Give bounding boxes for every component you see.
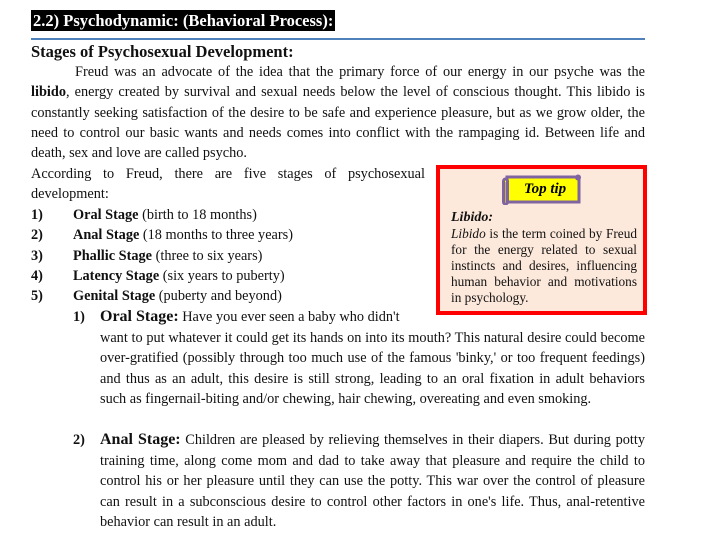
detail-first-line: Have you ever seen a baby who didn't — [178, 309, 400, 325]
section-title: 2.2) Psychodynamic: (Behavioral Process): — [33, 11, 334, 30]
stage-number: 2) — [31, 227, 43, 244]
detail-number: 1) — [73, 309, 85, 325]
stage-range: (birth to 18 months) — [138, 207, 257, 223]
stage-name: Genital Stage — [73, 288, 156, 305]
top-tip-label: Top tip — [523, 181, 567, 197]
stage-range: (18 months to three years) — [139, 227, 293, 244]
stages-intro: According to Freud, there are five stages of psychosexual development: — [31, 166, 425, 203]
stage-name: Anal Stage — [73, 227, 140, 244]
stage-detail-oral — [73, 307, 645, 410]
stage-range: (puberty and beyond) — [155, 288, 282, 305]
top-tip-banner — [502, 174, 584, 205]
stage-number: 4) — [31, 267, 43, 284]
intro-bold-term: libido — [31, 84, 66, 101]
tip-term: Libido — [451, 226, 486, 241]
stage-name: Latency Stage — [73, 267, 160, 284]
detail-text: Children are pleased by relieving themselves in their diapers. But during potty training time, along come mom and dad to take away that pleasure and require the child to control his or her pleasure until they can use the potty. This war over the control of pleasure can result in a subconscious desire to control other factors in one's life. Thus, anal-retentive behavior can result in an adult. — [100, 432, 645, 531]
stage-range: (three to six years) — [152, 247, 263, 264]
stage-number: 5) — [31, 288, 43, 305]
tip-heading: Libido: — [451, 210, 493, 225]
stage-detail-anal — [73, 430, 645, 533]
stage-name: Phallic Stage — [73, 247, 153, 264]
detail-text: want to put whatever it could get its hands on into its mouth? This natural desire could become over-gratified (possibly through too much use of the famous 'binky,' or too frequent feedings) and thus as an adult, this desire is still strong, leading to an oral fixation in adult behaviors such as fingernail-biting and/or chewing, hair chewing, overeating and even smoking. — [100, 329, 645, 408]
detail-lead: Anal Stage: — [100, 431, 181, 448]
stage-name: Oral Stage — [73, 207, 139, 223]
stage-range: (six years to puberty) — [159, 267, 285, 284]
top-tip-box — [436, 165, 647, 315]
stage-number: 1) — [31, 207, 43, 223]
intro-paragraph — [31, 62, 645, 163]
tip-definition-text: is the term coined by Freud for the energy related to sexual instincts and desires, influencing human behavior and motivations in psychology. — [451, 226, 637, 305]
detail-number: 2) — [73, 432, 85, 448]
title-divider — [31, 38, 645, 40]
intro-text-2: , energy created by survival and sexual needs below the level of conscious thought. This libido is constantly seeking satisfaction of the desire to be safe and experience pleasure, but as we grow older, the need to control our basic wants and needs comes into conflict with the rampaging id. Between life and death, sex and love are called psycho. — [31, 84, 645, 162]
subtitle: Stages of Psychosexual Development: — [31, 42, 294, 61]
detail-lead: Oral Stage: — [100, 308, 179, 325]
intro-text-1: Freud was an advocate of the idea that the primary force of our energy in our psyche was the — [75, 64, 645, 80]
tip-definition — [451, 226, 637, 306]
stage-number: 3) — [31, 247, 43, 264]
